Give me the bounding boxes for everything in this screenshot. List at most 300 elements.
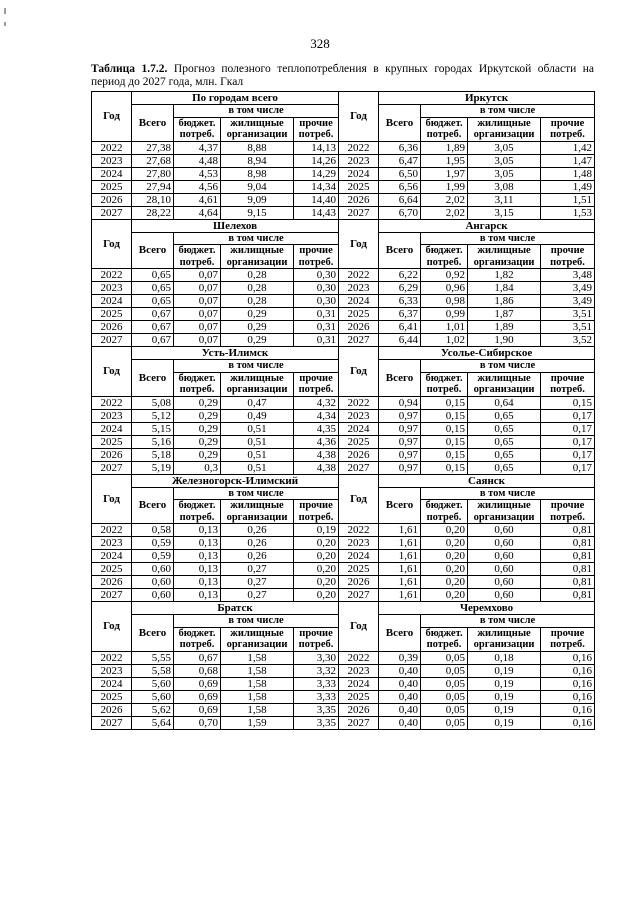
- budget-header: [421, 372, 468, 396]
- year-cell: 2026: [92, 448, 132, 461]
- housing-cell: 3,15: [468, 206, 541, 219]
- other-header-line2: потреб.: [550, 511, 585, 523]
- year-cell: 2022: [92, 651, 132, 664]
- other-header-line2: потреб.: [298, 384, 334, 395]
- other-cell: 14,34: [294, 180, 339, 193]
- page-number: 328: [310, 36, 330, 51]
- budget-cell: 0,29: [174, 396, 221, 409]
- budget-header: [421, 245, 468, 269]
- total-cell: 0,59: [132, 537, 174, 550]
- year-cell: 2025: [339, 308, 379, 321]
- housing-cell: 0,60: [468, 576, 541, 589]
- other-header-line2: потреб.: [298, 129, 334, 140]
- budget-header-line2: потреб.: [426, 129, 462, 140]
- year-cell: 2026: [92, 193, 132, 206]
- other-cell: 4,35: [294, 422, 339, 435]
- budget-cell: 4,37: [174, 141, 221, 154]
- year-cell: 2027: [339, 589, 379, 602]
- year-header: Год: [339, 219, 379, 269]
- budget-cell: 0,13: [174, 537, 221, 550]
- housing-cell: 1,89: [468, 321, 541, 334]
- year-cell: 2024: [339, 422, 379, 435]
- year-cell: 2024: [92, 550, 132, 563]
- total-cell: 1,61: [379, 576, 421, 589]
- year-cell: 2026: [92, 576, 132, 589]
- year-cell: 2025: [339, 180, 379, 193]
- other-header-line1: прочие: [550, 500, 585, 511]
- total-cell: 0,58: [132, 524, 174, 537]
- total-cell: 28,10: [132, 193, 174, 206]
- total-header: Всего: [132, 487, 174, 524]
- other-cell: 1,47: [541, 154, 595, 167]
- budget-cell: 0,07: [174, 282, 221, 295]
- budget-cell: 0,20: [421, 537, 468, 550]
- other-header: [541, 117, 595, 141]
- total-header: Всего: [379, 487, 421, 524]
- table-row: [92, 690, 595, 703]
- budget-cell: 0,05: [421, 664, 468, 677]
- other-header-line1: прочие: [299, 117, 333, 129]
- budget-header: [421, 500, 468, 524]
- other-cell: 0,17: [541, 409, 595, 422]
- other-cell: 0,31: [294, 308, 339, 321]
- other-header-line1: прочие: [299, 627, 333, 639]
- housing-header: [221, 627, 294, 651]
- other-cell: 0,16: [541, 690, 595, 703]
- housing-header: [221, 500, 294, 524]
- budget-cell: 0,29: [174, 448, 221, 461]
- year-cell: 2026: [339, 576, 379, 589]
- other-cell: 0,30: [294, 269, 339, 282]
- total-cell: 0,60: [132, 576, 174, 589]
- housing-cell: 0,19: [468, 677, 541, 690]
- budget-header-line2: потреб.: [179, 639, 215, 650]
- budget-header: [421, 627, 468, 651]
- budget-cell: 0,70: [174, 716, 221, 729]
- year-cell: 2024: [339, 550, 379, 563]
- other-header: [541, 372, 595, 396]
- year-cell: 2023: [92, 664, 132, 677]
- year-cell: 2022: [92, 269, 132, 282]
- city-header-row: [92, 347, 595, 360]
- table-row: [92, 334, 595, 347]
- budget-cell: 0,69: [174, 703, 221, 716]
- other-cell: 3,51: [541, 308, 595, 321]
- total-cell: 5,64: [132, 716, 174, 729]
- year-cell: 2023: [339, 154, 379, 167]
- budget-cell: 0,96: [421, 282, 468, 295]
- year-cell: 2022: [92, 141, 132, 154]
- table-row: [92, 461, 595, 474]
- city-name: Черемхово: [379, 602, 595, 615]
- other-header-line1: прочие: [550, 117, 585, 129]
- city-name: Ангарск: [379, 219, 595, 232]
- budget-header-line2: потреб.: [179, 511, 215, 523]
- budget-cell: 2,02: [421, 206, 468, 219]
- other-header-line1: прочие: [550, 372, 585, 384]
- year-cell: 2027: [92, 334, 132, 347]
- housing-cell: 0,65: [468, 461, 541, 474]
- housing-cell: 9,15: [221, 206, 294, 219]
- total-cell: 0,40: [379, 690, 421, 703]
- budget-cell: 0,07: [174, 308, 221, 321]
- other-cell: 3,35: [294, 716, 339, 729]
- budget-cell: 0,05: [421, 651, 468, 664]
- housing-header-line2: организации: [473, 129, 535, 140]
- city-name: Саянск: [379, 474, 595, 487]
- budget-cell: 0,67: [174, 651, 221, 664]
- budget-cell: 0,15: [421, 448, 468, 461]
- housing-header-line1: жилищные: [477, 245, 531, 256]
- total-cell: 0,65: [132, 282, 174, 295]
- housing-header-line2: организации: [226, 639, 288, 650]
- table-row: [92, 295, 595, 308]
- table-row: [92, 524, 595, 537]
- year-cell: 2027: [339, 716, 379, 729]
- city-header-row: [92, 219, 595, 232]
- total-cell: 0,67: [132, 334, 174, 347]
- other-cell: 1,49: [541, 180, 595, 193]
- table-row: [92, 576, 595, 589]
- housing-cell: 0,51: [221, 461, 294, 474]
- total-cell: 0,94: [379, 396, 421, 409]
- other-header: [541, 627, 595, 651]
- other-header-line2: потреб.: [550, 129, 585, 140]
- including-header: в том числе: [174, 232, 339, 245]
- housing-header-line1: жилищные: [230, 372, 284, 384]
- other-cell: 0,30: [294, 282, 339, 295]
- year-cell: 2024: [92, 677, 132, 690]
- total-cell: 0,40: [379, 716, 421, 729]
- including-header: в том числе: [421, 105, 595, 118]
- year-cell: 2027: [92, 716, 132, 729]
- total-cell: 0,39: [379, 651, 421, 664]
- including-header: в том числе: [421, 615, 595, 628]
- other-cell: 14,43: [294, 206, 339, 219]
- year-cell: 2024: [92, 422, 132, 435]
- other-header: [294, 627, 339, 651]
- budget-cell: 0,15: [421, 396, 468, 409]
- budget-cell: 0,05: [421, 703, 468, 716]
- year-cell: 2026: [339, 321, 379, 334]
- year-cell: 2027: [339, 334, 379, 347]
- table-row: [92, 703, 595, 716]
- table-row: [92, 167, 595, 180]
- budget-header-line1: бюджет.: [178, 500, 216, 511]
- year-cell: 2025: [339, 690, 379, 703]
- housing-cell: 8,98: [221, 167, 294, 180]
- total-cell: 6,33: [379, 295, 421, 308]
- budget-header-line2: потреб.: [426, 511, 462, 523]
- budget-cell: 0,15: [421, 409, 468, 422]
- housing-cell: 1,84: [468, 282, 541, 295]
- year-cell: 2025: [339, 435, 379, 448]
- other-header-line2: потреб.: [298, 256, 334, 268]
- table-row: [92, 716, 595, 729]
- total-cell: 0,97: [379, 409, 421, 422]
- budget-cell: 0,20: [421, 524, 468, 537]
- total-cell: 6,56: [379, 180, 421, 193]
- other-cell: 0,81: [541, 563, 595, 576]
- total-cell: 5,60: [132, 690, 174, 703]
- budget-cell: 0,05: [421, 677, 468, 690]
- including-header: в том числе: [174, 105, 339, 118]
- total-cell: 0,60: [132, 589, 174, 602]
- total-header: Всего: [132, 105, 174, 142]
- total-header: Всего: [379, 360, 421, 397]
- table-row: [92, 409, 595, 422]
- housing-cell: 0,51: [221, 422, 294, 435]
- year-cell: 2023: [339, 409, 379, 422]
- table-row: [92, 435, 595, 448]
- year-cell: 2025: [92, 308, 132, 321]
- total-cell: 0,97: [379, 461, 421, 474]
- other-cell: 0,16: [541, 677, 595, 690]
- scan-edge-mark: [4, 22, 6, 26]
- total-cell: 6,37: [379, 308, 421, 321]
- total-cell: 0,67: [132, 321, 174, 334]
- total-cell: 0,40: [379, 664, 421, 677]
- housing-header: [468, 627, 541, 651]
- other-cell: 3,30: [294, 651, 339, 664]
- budget-cell: 0,05: [421, 716, 468, 729]
- year-cell: 2022: [339, 269, 379, 282]
- city-name: Братск: [132, 602, 339, 615]
- other-cell: 0,17: [541, 448, 595, 461]
- housing-cell: 1,58: [221, 690, 294, 703]
- budget-header: [174, 500, 221, 524]
- housing-cell: 8,94: [221, 154, 294, 167]
- budget-cell: 0,29: [174, 422, 221, 435]
- total-cell: 1,61: [379, 589, 421, 602]
- housing-cell: 0,49: [221, 409, 294, 422]
- table-row: [92, 422, 595, 435]
- year-header: Год: [92, 92, 132, 142]
- including-header: в том числе: [421, 360, 595, 373]
- housing-header-line1: жилищные: [477, 372, 531, 384]
- housing-cell: 0,51: [221, 435, 294, 448]
- housing-cell: 3,05: [468, 167, 541, 180]
- total-cell: 1,61: [379, 563, 421, 576]
- year-cell: 2026: [339, 448, 379, 461]
- other-cell: 0,81: [541, 537, 595, 550]
- year-header: Год: [92, 602, 132, 652]
- housing-cell: 1,58: [221, 664, 294, 677]
- table-row: [92, 193, 595, 206]
- year-cell: 2025: [92, 563, 132, 576]
- other-header: [294, 117, 339, 141]
- budget-cell: 0,07: [174, 321, 221, 334]
- year-header: Год: [92, 347, 132, 397]
- housing-header-line1: жилищные: [230, 627, 284, 639]
- year-cell: 2027: [339, 206, 379, 219]
- total-header: Всего: [132, 360, 174, 397]
- total-cell: 6,44: [379, 334, 421, 347]
- budget-header-line1: бюджет.: [425, 117, 463, 129]
- other-cell: 0,16: [541, 664, 595, 677]
- housing-cell: 1,86: [468, 295, 541, 308]
- other-header: [541, 245, 595, 269]
- housing-cell: 3,08: [468, 180, 541, 193]
- housing-cell: 9,04: [221, 180, 294, 193]
- housing-header-line2: организации: [473, 639, 535, 650]
- budget-cell: 4,56: [174, 180, 221, 193]
- budget-header: [421, 117, 468, 141]
- year-cell: 2024: [339, 167, 379, 180]
- housing-cell: 0,51: [221, 448, 294, 461]
- other-cell: 3,51: [541, 321, 595, 334]
- budget-header-line2: потреб.: [179, 256, 215, 268]
- table-row: [92, 563, 595, 576]
- table-row: [92, 269, 595, 282]
- table-title: Прогноз полезного теплопотребления в крупных городах Иркутской области на период до 2027 года, млн. Гкал: [91, 63, 594, 88]
- year-cell: 2024: [92, 295, 132, 308]
- including-header: в том числе: [174, 615, 339, 628]
- total-cell: 6,70: [379, 206, 421, 219]
- housing-cell: 0,26: [221, 537, 294, 550]
- total-header: Всего: [379, 105, 421, 142]
- city-name: По городам всего: [132, 92, 339, 105]
- other-cell: 0,81: [541, 550, 595, 563]
- total-cell: 1,61: [379, 550, 421, 563]
- total-header: Всего: [132, 232, 174, 269]
- other-header-line2: потреб.: [550, 639, 585, 650]
- budget-header-line1: бюджет.: [425, 245, 463, 256]
- budget-cell: 0,99: [421, 308, 468, 321]
- table-row: [92, 677, 595, 690]
- budget-cell: 0,13: [174, 576, 221, 589]
- budget-cell: 1,95: [421, 154, 468, 167]
- year-cell: 2022: [339, 141, 379, 154]
- housing-cell: 0,60: [468, 563, 541, 576]
- budget-cell: 0,13: [174, 550, 221, 563]
- year-cell: 2023: [92, 282, 132, 295]
- other-cell: 0,81: [541, 524, 595, 537]
- including-header: в том числе: [174, 487, 339, 500]
- total-cell: 27,38: [132, 141, 174, 154]
- housing-cell: 0,28: [221, 295, 294, 308]
- other-header-line1: прочие: [299, 245, 333, 256]
- other-cell: 0,15: [541, 396, 595, 409]
- budget-header-line1: бюджет.: [178, 117, 216, 129]
- housing-cell: 0,28: [221, 282, 294, 295]
- budget-header-line1: бюджет.: [425, 500, 463, 511]
- budget-cell: 0,13: [174, 563, 221, 576]
- total-cell: 1,61: [379, 537, 421, 550]
- year-cell: 2022: [339, 524, 379, 537]
- budget-cell: 0,07: [174, 269, 221, 282]
- table-row: [92, 651, 595, 664]
- year-header: Год: [339, 347, 379, 397]
- total-cell: 5,18: [132, 448, 174, 461]
- budget-cell: 0,29: [174, 409, 221, 422]
- housing-cell: 0,18: [468, 651, 541, 664]
- housing-cell: 9,09: [221, 193, 294, 206]
- other-cell: 3,48: [541, 269, 595, 282]
- housing-cell: 0,60: [468, 589, 541, 602]
- housing-cell: 3,11: [468, 193, 541, 206]
- total-cell: 5,60: [132, 677, 174, 690]
- budget-header: [174, 372, 221, 396]
- table-row: [92, 282, 595, 295]
- total-cell: 0,59: [132, 550, 174, 563]
- total-cell: 6,36: [379, 141, 421, 154]
- other-header-line1: прочие: [550, 627, 585, 639]
- year-cell: 2026: [339, 703, 379, 716]
- housing-cell: 0,19: [468, 716, 541, 729]
- total-cell: 0,40: [379, 703, 421, 716]
- other-header-line1: прочие: [299, 500, 333, 511]
- other-cell: 14,29: [294, 167, 339, 180]
- year-cell: 2024: [339, 295, 379, 308]
- budget-header-line1: бюджет.: [178, 627, 216, 639]
- year-header: Год: [339, 474, 379, 524]
- year-cell: 2027: [92, 461, 132, 474]
- year-cell: 2023: [92, 154, 132, 167]
- housing-header: [468, 117, 541, 141]
- budget-header: [174, 245, 221, 269]
- budget-header-line1: бюджет.: [425, 372, 463, 384]
- city-name: Усолье-Сибирское: [379, 347, 595, 360]
- housing-header-line2: организации: [473, 511, 535, 523]
- housing-header-line2: организации: [473, 384, 535, 395]
- budget-cell: 0,98: [421, 295, 468, 308]
- year-cell: 2023: [339, 282, 379, 295]
- city-name: Иркутск: [379, 92, 595, 105]
- year-cell: 2024: [92, 167, 132, 180]
- year-cell: 2023: [339, 537, 379, 550]
- other-cell: 3,52: [541, 334, 595, 347]
- table-row: [92, 589, 595, 602]
- year-cell: 2027: [92, 589, 132, 602]
- total-cell: 6,41: [379, 321, 421, 334]
- budget-header-line1: бюджет.: [425, 627, 463, 639]
- budget-cell: 0,13: [174, 524, 221, 537]
- budget-cell: 0,68: [174, 664, 221, 677]
- other-cell: 0,81: [541, 589, 595, 602]
- city-header-row: [92, 474, 595, 487]
- budget-header: [174, 627, 221, 651]
- table-row: [92, 154, 595, 167]
- total-cell: 6,22: [379, 269, 421, 282]
- housing-cell: 0,29: [221, 321, 294, 334]
- housing-header: [221, 372, 294, 396]
- housing-header-line1: жилищные: [230, 500, 284, 511]
- budget-cell: 0,15: [421, 422, 468, 435]
- housing-cell: 8,88: [221, 141, 294, 154]
- table-row: [92, 448, 595, 461]
- year-header: Год: [92, 219, 132, 269]
- budget-cell: 2,02: [421, 193, 468, 206]
- total-cell: 27,68: [132, 154, 174, 167]
- other-cell: 3,33: [294, 690, 339, 703]
- total-cell: 0,97: [379, 422, 421, 435]
- year-header: Год: [339, 92, 379, 142]
- year-cell: 2023: [339, 664, 379, 677]
- year-cell: 2026: [339, 193, 379, 206]
- other-cell: 3,33: [294, 677, 339, 690]
- total-cell: 6,29: [379, 282, 421, 295]
- other-header-line2: потреб.: [298, 511, 334, 523]
- budget-cell: 0,29: [174, 435, 221, 448]
- total-cell: 0,67: [132, 308, 174, 321]
- housing-cell: 0,27: [221, 563, 294, 576]
- budget-cell: 0,69: [174, 690, 221, 703]
- budget-cell: 4,53: [174, 167, 221, 180]
- year-cell: 2027: [92, 206, 132, 219]
- budget-cell: 0,15: [421, 461, 468, 474]
- housing-header-line2: организации: [226, 256, 288, 268]
